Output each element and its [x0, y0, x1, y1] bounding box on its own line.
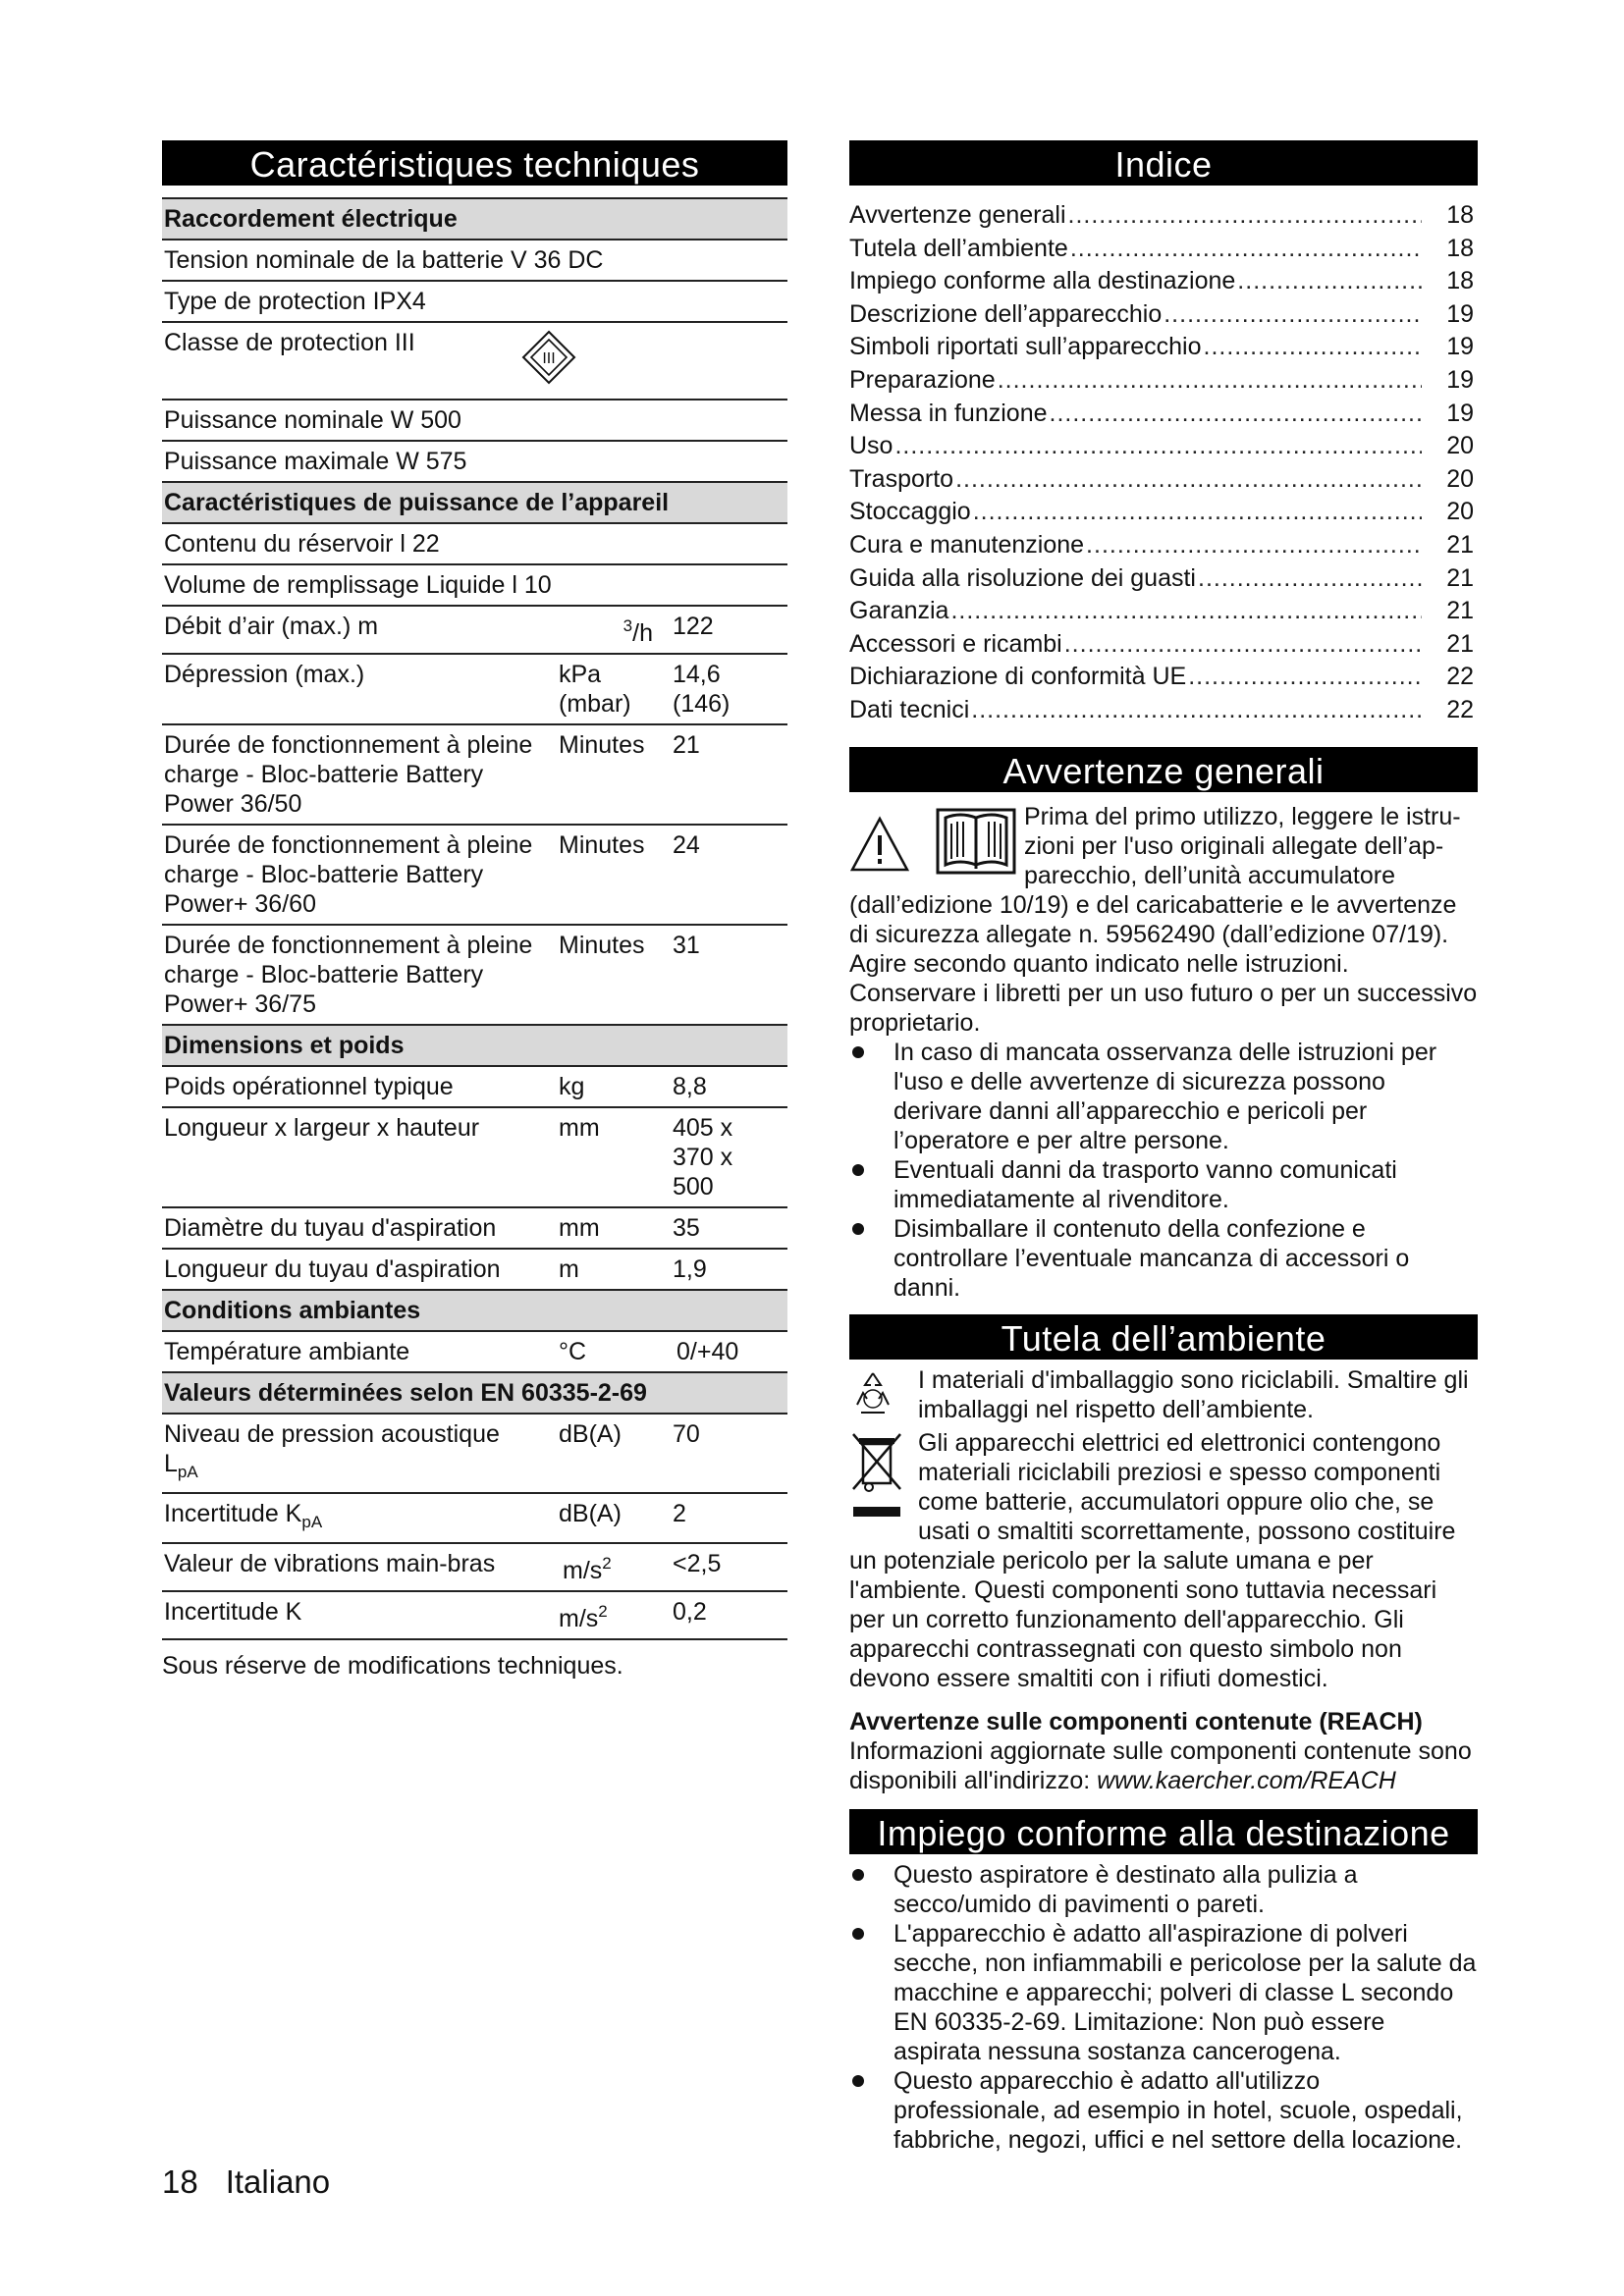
row-lpa-value: 70	[671, 1414, 787, 1493]
index-item	[849, 430, 1478, 463]
index-leader-dots	[1050, 398, 1422, 431]
index-item-page: 18	[1446, 267, 1474, 295]
use-bullet-2: L'apparecchio è adatto all'aspirazione di polveri secche, non infiammabili e pericolose per la salute da macchine e apparecchi; polveri di classe L secondo EN 60335-2-69. Limitazione: Non può essere aspirata nessuna sostanza cancerogena.	[849, 1919, 1478, 2066]
index-item	[849, 398, 1478, 431]
row-lxh-label: Longueur x largeur x hauteur	[162, 1107, 557, 1207]
index-item-title: Simboli riportati sull’apparecchio	[849, 333, 1202, 361]
index-item-page: 22	[1446, 695, 1474, 723]
index-item-title: Messa in funzione	[849, 399, 1048, 427]
index-leader-dots	[1198, 562, 1422, 596]
index-item-title: Tutela dell’ambiente	[849, 234, 1068, 262]
index-item-title: Accessori e ricambi	[849, 629, 1062, 658]
general-bullet-1: In caso di mancata osservanza delle istruzioni per l'uso e delle avvertenze di sicurezza possono derivare danni all’apparecchio e pericoli per l’operatore e per altre persone.	[849, 1038, 1478, 1155]
general-intro-lines: Prima del primo utilizzo, leggere le istru- zioni per l'uso originali allegate dell’ap- parecchio, dell’unità accumulatore	[1024, 802, 1461, 889]
index-leader-dots	[1204, 331, 1423, 364]
row-lpa-label: Niveau de pression acoustique $L_{pA}$	[162, 1414, 557, 1493]
index-leader-dots	[955, 463, 1422, 497]
use-bullet-1: Questo aspiratore è destinato alla pulizia a secco/umido di pavimenti o pareti.	[849, 1860, 1478, 1919]
row-kpa-unit: dB(A)	[557, 1493, 671, 1543]
row-duree2-label: Durée de fonctionnement à pleine charge - Bloc-batterie Battery Power+ 36/60	[162, 825, 557, 925]
section-electrical: Raccordement électrique	[162, 198, 787, 240]
index-leader-dots	[973, 496, 1422, 529]
general-bullet-2: Eventuali danni da trasporto vanno comunicati immediatamente al rivenditore.	[849, 1155, 1478, 1214]
row-duree3-unit: Minutes	[557, 925, 671, 1025]
row-temperature-unit: °C	[557, 1331, 671, 1372]
index-item-title: Stoccaggio	[849, 498, 971, 526]
right-column	[849, 140, 1478, 2155]
index-title: Indice	[849, 140, 1478, 186]
row-vibrations-unit: $m/s^2$	[557, 1543, 671, 1591]
env-paragraph: un potenziale pericolo per la salute umana e per l'ambiente. Questi componenti sono tuttavia necessari per un corretto funzionamento dell'apparecchio. Gli apparecchi contrassegnati con questo simbolo non devono essere smaltiti con i rifiuti domestici.	[849, 1546, 1437, 1692]
index-item	[849, 694, 1478, 727]
index-item-page: 18	[1446, 234, 1474, 262]
index-item	[849, 364, 1478, 398]
index-item-title: Dati tecnici	[849, 695, 970, 723]
env-recycle-text: I materiali d'imballaggio sono riciclabili. Smaltire gli imballaggi nel rispetto dell’ambiente.	[918, 1365, 1469, 1423]
row-longueur-label: Longueur du tuyau d'aspiration	[162, 1249, 557, 1290]
index-item-title: Guida alla risoluzione dei guasti	[849, 563, 1196, 592]
index-item-page: 18	[1446, 201, 1474, 229]
row-lxh-unit: mm	[557, 1107, 671, 1207]
index-leader-dots	[1086, 529, 1422, 562]
row-duree1-unit: Minutes	[557, 724, 671, 825]
row-poids-label: Poids opérationnel typique	[162, 1066, 557, 1107]
reach-url: www.kaercher.com/REACH	[1097, 1766, 1396, 1794]
row-vibrations-value: <2,5	[671, 1543, 787, 1591]
weee-bin-icon	[849, 1430, 904, 1521]
row-kpa-value: 2	[671, 1493, 787, 1543]
index-item-page: 21	[1446, 563, 1474, 592]
left-column	[162, 140, 787, 1681]
index-item	[849, 199, 1478, 233]
index-item-title: Garanzia	[849, 597, 949, 625]
page-number: 18	[162, 2163, 198, 2200]
svg-text:III: III	[542, 350, 556, 367]
index-leader-dots	[1237, 265, 1422, 298]
env-weee-block	[849, 1428, 1478, 1546]
general-bullet-3: Disimballare il contenuto della confezione e controllare l’eventuale mancanza di accessori o danni.	[849, 1214, 1478, 1303]
index-item-page: 20	[1446, 464, 1474, 493]
page-footer	[162, 2163, 357, 2201]
row-poids-value: 8,8	[671, 1066, 787, 1107]
index-item-title: Trasporto	[849, 464, 954, 493]
row-duree2-unit: Minutes	[557, 825, 671, 925]
general-intro	[849, 802, 1478, 890]
row-duree1-value: 21	[671, 724, 787, 825]
index-item-title: Dichiarazione di conformità UE	[849, 663, 1187, 691]
row-ipx: Type de protection IPX4	[162, 281, 787, 322]
row-reservoir: Contenu du réservoir l 22	[162, 523, 787, 564]
page-language: Italiano	[225, 2163, 331, 2200]
row-pmax: Puissance maximale W 575	[162, 441, 787, 482]
index-item	[849, 529, 1478, 562]
index-item-page: 22	[1446, 663, 1474, 691]
row-lpa-unit: dB(A)	[557, 1414, 671, 1493]
index-item-page: 20	[1446, 432, 1474, 460]
index-item	[849, 331, 1478, 364]
section-dimensions: Dimensions et poids	[162, 1025, 787, 1066]
index-leader-dots	[998, 364, 1422, 398]
row-temperature-value: 0/+40	[671, 1331, 787, 1372]
row-diametre-label: Diamètre du tuyau d'aspiration	[162, 1207, 557, 1249]
index-item	[849, 661, 1478, 694]
row-duree2-value: 24	[671, 825, 787, 925]
index-item-page: 21	[1446, 530, 1474, 559]
row-k-value: 0,2	[671, 1591, 787, 1639]
tech-table	[162, 197, 787, 1640]
row-diametre-value: 35	[671, 1207, 787, 1249]
index-leader-dots	[1070, 233, 1422, 266]
index-leader-dots	[971, 694, 1422, 727]
row-diametre-unit: mm	[557, 1207, 671, 1249]
use-title: Impiego conforme alla destinazione	[849, 1809, 1478, 1854]
index-leader-dots	[1188, 661, 1422, 694]
row-lxh-value: 405 x 370 x 500	[671, 1107, 787, 1207]
index-item	[849, 265, 1478, 298]
index-item-page: 19	[1446, 299, 1474, 328]
row-longueur-value: 1,9	[671, 1249, 787, 1290]
row-duree3-label: Durée de fonctionnement à pleine charge - Bloc-batterie Battery Power+ 36/75	[162, 925, 557, 1025]
index-item-page: 20	[1446, 498, 1474, 526]
index-item-page: 19	[1446, 333, 1474, 361]
class-symbol-cell	[542, 322, 787, 400]
section-performance: Caractéristiques de puissance de l’appareil	[162, 482, 787, 523]
reach-text: Informazioni aggiornate sulle componenti contenute sono disponibili all'indirizzo: www.kaercher.com/REACH	[849, 1736, 1472, 1794]
index-item-page: 21	[1446, 629, 1474, 658]
index-leader-dots	[1068, 199, 1422, 233]
index-item	[849, 628, 1478, 662]
index-item-title: Uso	[849, 432, 893, 460]
index-item	[849, 298, 1478, 332]
row-debit-label: Débit d’air (max.) m	[162, 606, 557, 654]
reach-title: Avvertenze sulle componenti contenute (REACH)	[849, 1707, 1423, 1735]
row-vibrations-label: Valeur de vibrations main-bras	[162, 1543, 557, 1591]
index-leader-dots	[1064, 628, 1422, 662]
row-depression-label: Dépression (max.)	[162, 654, 557, 724]
index-item-title: Impiego conforme alla destinazione	[849, 267, 1236, 295]
row-k-unit: $m/s^2$	[557, 1591, 671, 1639]
row-pnom: Puissance nominale W 500	[162, 400, 787, 441]
tech-title: Caractéristiques techniques	[162, 140, 787, 186]
row-longueur-unit: m	[557, 1249, 671, 1290]
index-item-title: Avvertenze generali	[849, 201, 1066, 229]
index-item	[849, 233, 1478, 266]
row-debit-unit: $^3$/h	[557, 606, 671, 654]
index-list	[849, 199, 1478, 727]
protection-class-iii-icon	[519, 328, 578, 387]
row-debit-value: 122	[671, 606, 787, 654]
row-duree3-value: 31	[671, 925, 787, 1025]
section-valeurs: Valeurs déterminées selon EN 60335-2-69	[162, 1372, 787, 1414]
manual-book-icon	[936, 804, 1016, 877]
general-paragraph: (dall’edizione 10/19) e del caricabatterie e le avvertenze di sicurezza allegate n. 59562490 (dall’edizione 07/19). Agire secondo quanto indicato nelle istruzioni. Conservare i libretti per un uso futuro o per un successivo proprietario.	[849, 890, 1478, 1037]
index-item-page: 19	[1446, 399, 1474, 427]
row-depression-unit: kPa (mbar)	[557, 654, 671, 724]
index-leader-dots	[950, 595, 1422, 628]
index-item-title: Descrizione dell’apparecchio	[849, 299, 1163, 328]
section-ambiantes: Conditions ambiantes	[162, 1290, 787, 1331]
recycling-icon	[851, 1369, 894, 1418]
environment-title: Tutela dell’ambiente	[849, 1314, 1478, 1360]
index-item-title: Preparazione	[849, 365, 996, 394]
row-duree1-label: Durée de fonctionnement à pleine charge - Bloc-batterie Battery Power 36/50	[162, 724, 557, 825]
index-leader-dots	[1164, 298, 1422, 332]
env-recycle-block	[849, 1365, 1478, 1424]
row-liquide: Volume de remplissage Liquide l 10	[162, 564, 787, 606]
general-title: Avvertenze generali	[849, 747, 1478, 792]
row-kpa-label: Incertitude $K_{pA}$	[162, 1493, 557, 1543]
tech-note: Sous réserve de modifications techniques.	[162, 1652, 623, 1680]
row-depression-value: 14,6 (146)	[671, 654, 787, 724]
index-item	[849, 463, 1478, 497]
index-item-title: Cura e manutenzione	[849, 530, 1085, 559]
index-item	[849, 496, 1478, 529]
index-item	[849, 562, 1478, 596]
index-item	[849, 595, 1478, 628]
index-leader-dots	[894, 430, 1422, 463]
index-item-page: 19	[1446, 365, 1474, 394]
row-k-label: Incertitude K	[162, 1591, 557, 1639]
index-item-page: 21	[1446, 597, 1474, 625]
use-bullet-3: Questo apparecchio è adatto all'utilizzo professionale, ad esempio in hotel, scuole, ospedali, fabbriche, negozi, uffici e nel settore della locazione.	[849, 2066, 1478, 2155]
row-temperature-label: Température ambiante	[162, 1331, 557, 1372]
row-tension: Tension nominale de la batterie V 36 DC	[162, 240, 787, 281]
env-weee-lines: Gli apparecchi elettrici ed elettronici contengono materiali riciclabili preziosi e spesso componenti come batterie, accumulatori oppure olio che, se usati o smaltiti scorrettamente, possono costituire	[918, 1428, 1456, 1545]
warning-triangle-icon	[849, 816, 910, 873]
row-poids-unit: kg	[557, 1066, 671, 1107]
row-classe: Classe de protection III	[162, 322, 557, 400]
